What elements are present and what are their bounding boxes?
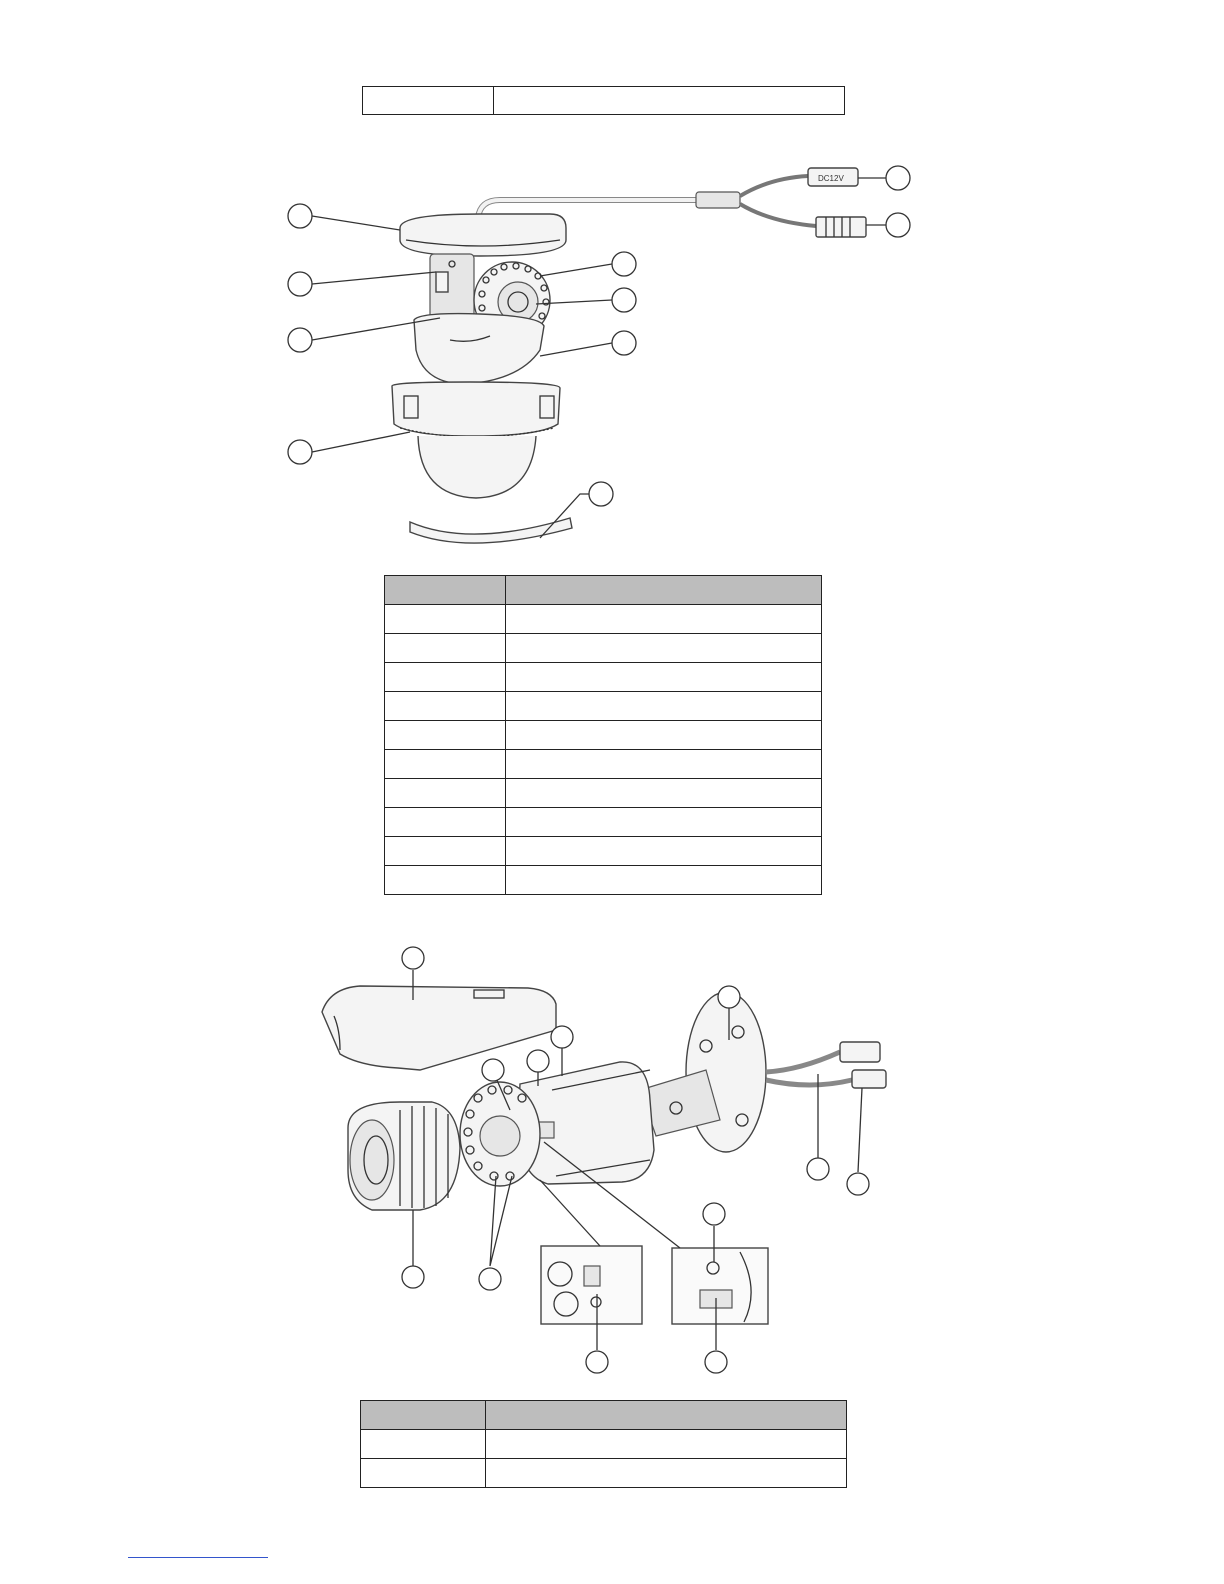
bullet-table-header-name xyxy=(486,1401,847,1430)
dome-table-header-no xyxy=(385,576,506,605)
table-row xyxy=(385,866,822,895)
bullet-callout-6 xyxy=(718,986,740,1008)
dome-callout-2 xyxy=(288,272,312,296)
ethernet-connector xyxy=(816,217,866,237)
bullet-sun-shield xyxy=(322,986,556,1070)
bullet-callout-3 xyxy=(482,1059,504,1081)
dc-connector-label: DC12V xyxy=(818,174,844,183)
dome-mounting-strap xyxy=(410,518,572,543)
table-row xyxy=(385,750,822,779)
dome-camera-diagram xyxy=(288,166,910,543)
bullet-callout-4 xyxy=(527,1050,549,1072)
bullet-parts-table xyxy=(360,1400,847,1488)
bullet-callout-7 xyxy=(807,1158,829,1180)
table-row xyxy=(385,634,822,663)
footer-link-underline[interactable] xyxy=(128,1557,268,1558)
bullet-callout-11 xyxy=(586,1351,608,1373)
bullet-callout-1 xyxy=(402,947,424,969)
dome-inner-shield xyxy=(414,314,544,384)
table-row xyxy=(361,1459,847,1488)
bullet-callout-10 xyxy=(703,1203,725,1225)
dome-bubble-cover xyxy=(418,436,536,498)
dome-callout-1 xyxy=(288,204,312,228)
dome-outer-housing xyxy=(392,382,560,436)
bullet-camera-diagram xyxy=(322,947,886,1373)
dc-power-connector xyxy=(808,168,858,186)
cable-splitter xyxy=(696,192,740,208)
table-row xyxy=(361,1430,847,1459)
dome-callout-6 xyxy=(612,288,636,312)
dome-parts-table xyxy=(384,575,822,895)
table-row xyxy=(385,837,822,866)
table-row xyxy=(385,663,822,692)
dome-callout-7 xyxy=(612,331,636,355)
table-row xyxy=(385,808,822,837)
dome-callout-9 xyxy=(886,166,910,190)
bullet-table-header-no xyxy=(361,1401,486,1430)
dome-table-header-name xyxy=(506,576,822,605)
detail-box-right xyxy=(672,1248,768,1324)
table-row xyxy=(385,779,822,808)
dome-callout-3 xyxy=(288,328,312,352)
bullet-callout-2 xyxy=(402,1266,424,1288)
dome-callout-10 xyxy=(886,213,910,237)
bullet-ethernet-connector xyxy=(840,1042,880,1062)
bullet-callout-8 xyxy=(847,1173,869,1195)
bullet-power-connector xyxy=(852,1070,886,1088)
table-row xyxy=(385,692,822,721)
table-row xyxy=(385,721,822,750)
bullet-callout-5 xyxy=(551,1026,573,1048)
bullet-callout-9 xyxy=(479,1268,501,1290)
table-row xyxy=(385,605,822,634)
dome-callout-5 xyxy=(612,252,636,276)
dome-callout-8 xyxy=(589,482,613,506)
dome-callout-4 xyxy=(288,440,312,464)
bullet-callout-12 xyxy=(705,1351,727,1373)
dome-base-plate xyxy=(400,214,566,256)
